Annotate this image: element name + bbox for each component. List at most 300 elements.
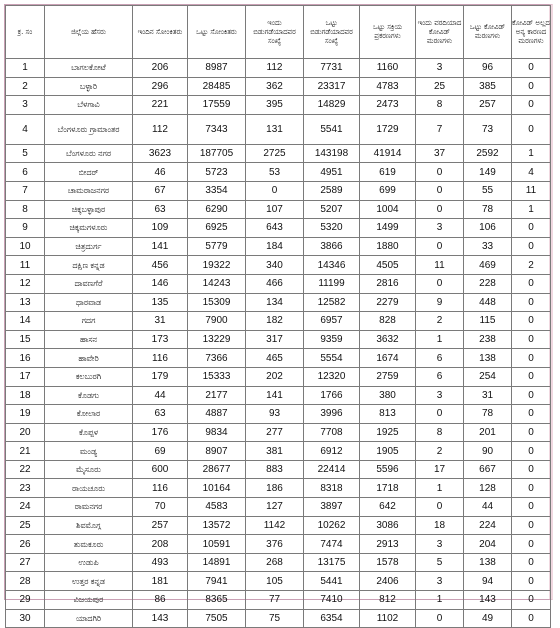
cell-total-deaths: 78 [464,405,512,424]
cell-total-infected: 13229 [188,330,246,349]
cell-today-infected: 44 [133,386,188,405]
table-row [6,609,551,628]
cell-total-deaths: 115 [464,312,512,331]
cell-total-infected: 4887 [188,405,246,424]
cell-today-infected: 63 [133,200,188,219]
cell-total-deaths: 138 [464,349,512,368]
cell-today-discharged: 395 [246,96,304,115]
cell-total-deaths: 55 [464,181,512,200]
cell-district: ಚಿತ್ರದುರ್ಗ [45,237,133,256]
cell-total-discharged: 7410 [304,591,360,610]
cell-today-discharged: 376 [246,535,304,554]
cell-serial: 3 [6,96,45,115]
cell-today-deaths: 2 [416,442,464,461]
cell-total-deaths: 138 [464,553,512,572]
header-total-deaths: ಒಟ್ಟು ಕೋವಿಡ್ ಮರಣಗಳು [464,6,512,59]
cell-active-cases: 812 [360,591,416,610]
cell-serial: 24 [6,498,45,517]
cell-today-discharged: 77 [246,591,304,610]
cell-today-infected: 109 [133,219,188,238]
cell-today-deaths: 0 [416,405,464,424]
cell-today-infected: 116 [133,479,188,498]
cell-non-covid-deaths: 0 [512,77,551,96]
cell-total-discharged: 23317 [304,77,360,96]
table-row [6,479,551,498]
cell-total-discharged: 3996 [304,405,360,424]
cell-active-cases: 3632 [360,330,416,349]
cell-today-deaths: 37 [416,144,464,163]
cell-serial: 15 [6,330,45,349]
cell-total-deaths: 257 [464,96,512,115]
cell-today-discharged: 131 [246,114,304,144]
cell-total-discharged: 3897 [304,498,360,517]
report-page [4,4,553,624]
table-row [6,312,551,331]
cell-non-covid-deaths: 0 [512,96,551,115]
cell-today-discharged: 362 [246,77,304,96]
cell-today-infected: 70 [133,498,188,517]
cell-non-covid-deaths: 0 [512,609,551,628]
table-row [6,591,551,610]
cell-today-infected: 221 [133,96,188,115]
cell-non-covid-deaths: 11 [512,181,551,200]
cell-total-infected: 28485 [188,77,246,96]
cell-total-infected: 6925 [188,219,246,238]
cell-active-cases: 380 [360,386,416,405]
cell-total-discharged: 7474 [304,535,360,554]
cell-today-infected: 141 [133,237,188,256]
cell-active-cases: 4783 [360,77,416,96]
cell-district: ಬೆಳಗಾವಿ [45,96,133,115]
district-covid-table [5,5,551,628]
cell-active-cases: 1004 [360,200,416,219]
cell-active-cases: 2759 [360,367,416,386]
cell-non-covid-deaths: 0 [512,274,551,293]
cell-total-infected: 28677 [188,460,246,479]
cell-serial: 23 [6,479,45,498]
header-district: ಜಿಲ್ಲೆಯ ಹೆಸರು [45,6,133,59]
cell-total-discharged: 6912 [304,442,360,461]
cell-today-deaths: 11 [416,256,464,275]
header-serial: ಕ್ರ. ಸಂ [6,6,45,59]
cell-district: ಚಾಮರಾಜನಗರ [45,181,133,200]
table-row [6,386,551,405]
cell-today-deaths: 9 [416,293,464,312]
header-today-deaths: ಇಂದು ವರದಿಯಾದ ಕೋವಿಡ್ ಮರಣಗಳು [416,6,464,59]
cell-active-cases: 5596 [360,460,416,479]
cell-total-deaths: 73 [464,114,512,144]
cell-district: ಬಾಗಲಕೋಟೆ [45,59,133,78]
cell-today-deaths: 17 [416,460,464,479]
cell-serial: 14 [6,312,45,331]
cell-total-discharged: 1766 [304,386,360,405]
cell-today-deaths: 0 [416,163,464,182]
cell-today-discharged: 340 [246,256,304,275]
cell-today-infected: 146 [133,274,188,293]
cell-total-infected: 7366 [188,349,246,368]
cell-total-deaths: 238 [464,330,512,349]
cell-today-discharged: 105 [246,572,304,591]
cell-district: ಬಳ್ಳಾರಿ [45,77,133,96]
table-row [6,163,551,182]
cell-active-cases: 41914 [360,144,416,163]
cell-today-deaths: 8 [416,96,464,115]
cell-total-infected: 15333 [188,367,246,386]
cell-non-covid-deaths: 2 [512,256,551,275]
cell-total-infected: 8907 [188,442,246,461]
cell-today-discharged: 127 [246,498,304,517]
cell-total-infected: 4583 [188,498,246,517]
cell-total-infected: 13572 [188,516,246,535]
header-total-infected: ಒಟ್ಟು ಸೋಂಕಿತರು [188,6,246,59]
cell-total-discharged: 8318 [304,479,360,498]
cell-total-deaths: 201 [464,423,512,442]
cell-active-cases: 1102 [360,609,416,628]
cell-today-infected: 206 [133,59,188,78]
table-body [6,59,551,628]
cell-total-infected: 187705 [188,144,246,163]
cell-today-discharged: 202 [246,367,304,386]
cell-today-infected: 257 [133,516,188,535]
cell-total-discharged: 7708 [304,423,360,442]
cell-total-infected: 10164 [188,479,246,498]
cell-active-cases: 2816 [360,274,416,293]
cell-total-discharged: 11199 [304,274,360,293]
table-row [6,274,551,293]
cell-serial: 30 [6,609,45,628]
cell-today-deaths: 0 [416,200,464,219]
cell-today-infected: 116 [133,349,188,368]
cell-active-cases: 699 [360,181,416,200]
cell-total-discharged: 12582 [304,293,360,312]
cell-district: ಹಾಸನ [45,330,133,349]
cell-total-deaths: 204 [464,535,512,554]
cell-district: ಬೆಂಗಳೂರು ಗ್ರಾಮಾಂತರ [45,114,133,144]
cell-district: ಗದಗ [45,312,133,331]
cell-today-infected: 173 [133,330,188,349]
cell-non-covid-deaths: 0 [512,367,551,386]
cell-total-infected: 3354 [188,181,246,200]
cell-total-deaths: 224 [464,516,512,535]
cell-district: ಮೈಸೂರು [45,460,133,479]
cell-serial: 28 [6,572,45,591]
cell-today-infected: 3623 [133,144,188,163]
cell-today-deaths: 0 [416,274,464,293]
cell-district: ಚಿಕ್ಕಮಗಳೂರು [45,219,133,238]
cell-district: ಧಾರವಾಡ [45,293,133,312]
cell-district: ದಾವಣಗೆರೆ [45,274,133,293]
cell-total-deaths: 78 [464,200,512,219]
cell-non-covid-deaths: 0 [512,553,551,572]
cell-total-infected: 5779 [188,237,246,256]
cell-today-discharged: 465 [246,349,304,368]
cell-active-cases: 4505 [360,256,416,275]
cell-total-discharged: 6354 [304,609,360,628]
cell-serial: 20 [6,423,45,442]
cell-district: ಕೋಲಾರ [45,405,133,424]
table-row [6,405,551,424]
cell-total-infected: 8365 [188,591,246,610]
cell-total-discharged: 14829 [304,96,360,115]
cell-today-discharged: 184 [246,237,304,256]
table-row [6,535,551,554]
cell-total-deaths: 2592 [464,144,512,163]
table-row [6,293,551,312]
cell-non-covid-deaths: 0 [512,535,551,554]
cell-active-cases: 1160 [360,59,416,78]
cell-total-infected: 14243 [188,274,246,293]
cell-total-deaths: 90 [464,442,512,461]
cell-today-deaths: 0 [416,498,464,517]
cell-active-cases: 642 [360,498,416,517]
cell-serial: 18 [6,386,45,405]
cell-non-covid-deaths: 0 [512,59,551,78]
cell-today-deaths: 1 [416,479,464,498]
cell-today-discharged: 186 [246,479,304,498]
cell-today-deaths: 7 [416,114,464,144]
cell-today-discharged: 75 [246,609,304,628]
cell-total-discharged: 5554 [304,349,360,368]
cell-today-infected: 456 [133,256,188,275]
cell-today-discharged: 268 [246,553,304,572]
cell-today-deaths: 5 [416,553,464,572]
cell-non-covid-deaths: 0 [512,423,551,442]
cell-active-cases: 1925 [360,423,416,442]
table-row [6,256,551,275]
cell-active-cases: 2406 [360,572,416,591]
cell-non-covid-deaths: 0 [512,498,551,517]
cell-total-discharged: 12320 [304,367,360,386]
table-row [6,349,551,368]
table-row [6,367,551,386]
cell-active-cases: 2279 [360,293,416,312]
cell-today-deaths: 0 [416,237,464,256]
cell-active-cases: 619 [360,163,416,182]
cell-today-infected: 63 [133,405,188,424]
cell-today-infected: 181 [133,572,188,591]
table-row [6,460,551,479]
cell-non-covid-deaths: 0 [512,572,551,591]
cell-district: ಕೊಡಗು [45,386,133,405]
cell-active-cases: 1499 [360,219,416,238]
cell-total-discharged: 22414 [304,460,360,479]
cell-today-infected: 31 [133,312,188,331]
table-row [6,442,551,461]
cell-serial: 22 [6,460,45,479]
cell-today-deaths: 18 [416,516,464,535]
cell-today-discharged: 2725 [246,144,304,163]
cell-active-cases: 813 [360,405,416,424]
cell-serial: 21 [6,442,45,461]
cell-total-deaths: 106 [464,219,512,238]
cell-serial: 4 [6,114,45,144]
cell-district: ಹಾವೇರಿ [45,349,133,368]
cell-today-infected: 67 [133,181,188,200]
cell-serial: 8 [6,200,45,219]
cell-total-infected: 8987 [188,59,246,78]
cell-total-discharged: 3866 [304,237,360,256]
cell-non-covid-deaths: 0 [512,386,551,405]
cell-today-infected: 296 [133,77,188,96]
cell-total-infected: 7941 [188,572,246,591]
cell-total-deaths: 385 [464,77,512,96]
cell-serial: 12 [6,274,45,293]
header-non-covid-deaths: ಕೋವಿಡ್ ಅಲ್ಲದ ಅನ್ಯ ಕಾರಣದ ಮರಣಗಳು [512,6,551,59]
cell-total-infected: 15309 [188,293,246,312]
cell-serial: 16 [6,349,45,368]
cell-serial: 7 [6,181,45,200]
table-row [6,423,551,442]
cell-total-discharged: 2589 [304,181,360,200]
cell-today-deaths: 25 [416,77,464,96]
cell-active-cases: 2473 [360,96,416,115]
cell-today-discharged: 277 [246,423,304,442]
cell-district: ದಕ್ಷಿಣ ಕನ್ನಡ [45,256,133,275]
header-total-discharged: ಒಟ್ಟು ಬಿಡುಗಡೆಯಾದವರ ಸಂಖ್ಯೆ [304,6,360,59]
cell-district: ಶಿವಮೊಗ್ಗ [45,516,133,535]
cell-non-covid-deaths: 0 [512,114,551,144]
table-row [6,181,551,200]
cell-serial: 10 [6,237,45,256]
table-row [6,200,551,219]
cell-non-covid-deaths: 0 [512,293,551,312]
cell-non-covid-deaths: 0 [512,479,551,498]
cell-today-discharged: 1142 [246,516,304,535]
cell-total-deaths: 667 [464,460,512,479]
cell-today-deaths: 3 [416,572,464,591]
cell-today-deaths: 1 [416,591,464,610]
cell-today-discharged: 466 [246,274,304,293]
cell-today-discharged: 141 [246,386,304,405]
cell-district: ಉತ್ತರ ಕನ್ನಡ [45,572,133,591]
cell-today-discharged: 643 [246,219,304,238]
cell-district: ಉಡುಪಿ [45,553,133,572]
cell-serial: 11 [6,256,45,275]
cell-total-infected: 6290 [188,200,246,219]
cell-total-deaths: 44 [464,498,512,517]
table-row [6,114,551,144]
cell-serial: 19 [6,405,45,424]
cell-today-discharged: 107 [246,200,304,219]
cell-non-covid-deaths: 1 [512,144,551,163]
cell-total-discharged: 7731 [304,59,360,78]
cell-today-deaths: 3 [416,59,464,78]
cell-serial: 25 [6,516,45,535]
cell-total-discharged: 13175 [304,553,360,572]
table-row [6,498,551,517]
cell-today-deaths: 3 [416,386,464,405]
cell-today-infected: 69 [133,442,188,461]
table-row [6,96,551,115]
cell-today-deaths: 0 [416,609,464,628]
cell-today-deaths: 1 [416,330,464,349]
cell-today-infected: 176 [133,423,188,442]
cell-total-infected: 2177 [188,386,246,405]
cell-today-infected: 143 [133,609,188,628]
cell-active-cases: 1729 [360,114,416,144]
cell-today-infected: 112 [133,114,188,144]
cell-district: ರಾಮನಗರ [45,498,133,517]
cell-total-discharged: 5541 [304,114,360,144]
cell-total-deaths: 143 [464,591,512,610]
cell-non-covid-deaths: 0 [512,349,551,368]
cell-serial: 27 [6,553,45,572]
header-active-cases: ಒಟ್ಟು ಸಕ್ರಿಯ ಪ್ರಕರಣಗಳು [360,6,416,59]
cell-active-cases: 1905 [360,442,416,461]
cell-today-deaths: 0 [416,181,464,200]
cell-total-deaths: 49 [464,609,512,628]
cell-total-infected: 7505 [188,609,246,628]
cell-today-discharged: 93 [246,405,304,424]
cell-district: ವಿಜಯಪುರ [45,591,133,610]
cell-total-deaths: 254 [464,367,512,386]
cell-non-covid-deaths: 0 [512,591,551,610]
cell-active-cases: 2913 [360,535,416,554]
table-row [6,77,551,96]
cell-non-covid-deaths: 0 [512,237,551,256]
cell-serial: 26 [6,535,45,554]
cell-total-infected: 9834 [188,423,246,442]
cell-serial: 1 [6,59,45,78]
cell-total-discharged: 6957 [304,312,360,331]
cell-total-deaths: 149 [464,163,512,182]
cell-active-cases: 1674 [360,349,416,368]
cell-total-discharged: 10262 [304,516,360,535]
cell-non-covid-deaths: 0 [512,312,551,331]
cell-district: ತುಮಕೂರು [45,535,133,554]
cell-today-infected: 86 [133,591,188,610]
cell-today-infected: 135 [133,293,188,312]
cell-total-infected: 7900 [188,312,246,331]
cell-active-cases: 1578 [360,553,416,572]
cell-total-infected: 19322 [188,256,246,275]
cell-today-infected: 493 [133,553,188,572]
table-row [6,59,551,78]
cell-today-discharged: 317 [246,330,304,349]
cell-serial: 2 [6,77,45,96]
cell-serial: 13 [6,293,45,312]
cell-serial: 6 [6,163,45,182]
cell-non-covid-deaths: 0 [512,460,551,479]
table-row [6,553,551,572]
cell-district: ಯಾದಗಿರಿ [45,609,133,628]
table-row [6,330,551,349]
cell-total-deaths: 96 [464,59,512,78]
cell-today-discharged: 0 [246,181,304,200]
header-today-infected: ಇಂದಿನ ಸೋಂಕಿತರು [133,6,188,59]
cell-total-deaths: 228 [464,274,512,293]
cell-district: ಮಂಡ್ಯ [45,442,133,461]
cell-serial: 29 [6,591,45,610]
header-today-discharged: ಇಂದು ಬಿಡುಗಡೆಯಾದವರ ಸಂಖ್ಯೆ [246,6,304,59]
cell-today-deaths: 2 [416,312,464,331]
cell-total-infected: 7343 [188,114,246,144]
cell-total-discharged: 5320 [304,219,360,238]
cell-active-cases: 828 [360,312,416,331]
cell-total-deaths: 128 [464,479,512,498]
cell-total-infected: 17559 [188,96,246,115]
cell-today-discharged: 381 [246,442,304,461]
cell-non-covid-deaths: 0 [512,219,551,238]
cell-total-discharged: 14346 [304,256,360,275]
cell-today-discharged: 112 [246,59,304,78]
cell-non-covid-deaths: 1 [512,200,551,219]
cell-total-infected: 5723 [188,163,246,182]
cell-active-cases: 1718 [360,479,416,498]
cell-total-discharged: 5441 [304,572,360,591]
cell-today-infected: 208 [133,535,188,554]
cell-total-discharged: 9359 [304,330,360,349]
